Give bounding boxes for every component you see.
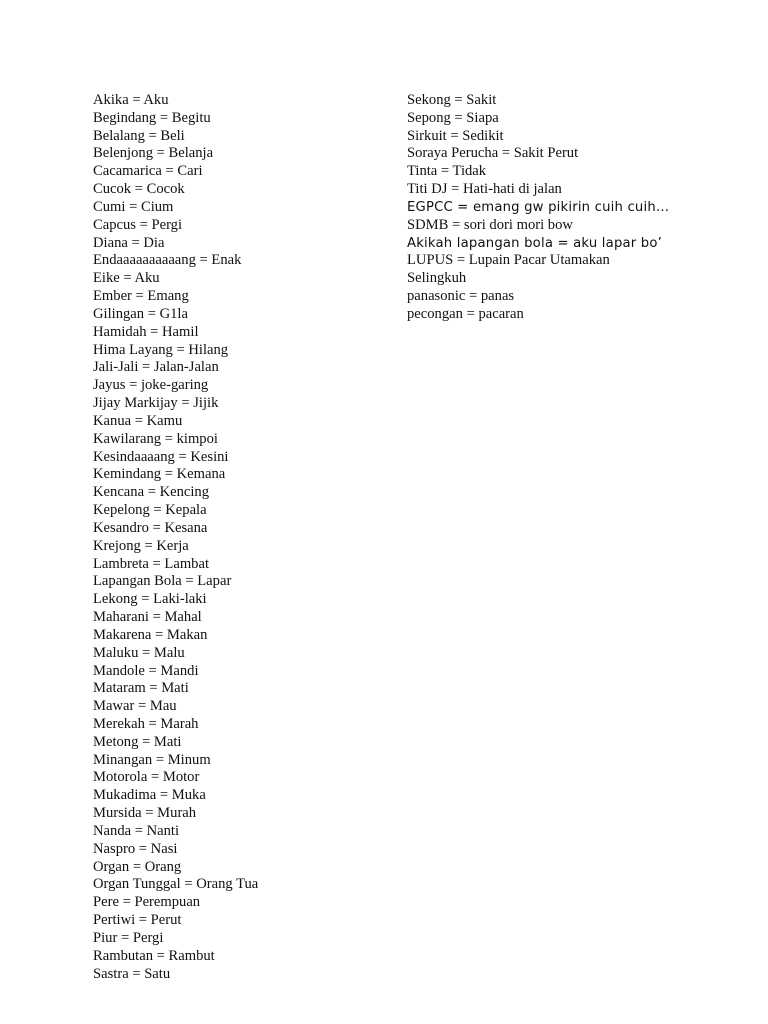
glossary-entry: Jali-Jali = Jalan-Jalan <box>93 359 219 376</box>
glossary-entry: Makarena = Makan <box>93 626 208 643</box>
glossary-entry: Sekong = Sakit <box>407 92 497 108</box>
glossary-entry: Krejong = Kerja <box>93 537 189 554</box>
glossary-entry: Mukadima = Muka <box>93 787 206 804</box>
glossary-entry: Minangan = Minum <box>93 751 211 768</box>
glossary-entry: Sepong = Siapa <box>407 109 499 126</box>
glossary-entry: Lekong = Laki-laki <box>93 591 207 608</box>
glossary-entry: Lambreta = Lambat <box>93 555 210 572</box>
glossary-entry: EGPCC = emang gw pikirin cuih cuih… <box>407 199 670 215</box>
glossary-entry: Pertiwi = Perut <box>93 912 182 929</box>
glossary-entry: Nanda = Nanti <box>93 822 180 839</box>
glossary-entry: Selingkuh <box>407 270 467 287</box>
glossary-entry: Diana = Dia <box>93 234 165 251</box>
glossary-entry: Belalang = Beli <box>93 127 185 144</box>
glossary-entry: Jayus = joke-garing <box>93 377 209 394</box>
glossary-entry: Tinta = Tidak <box>407 163 487 180</box>
glossary-entry: Motorola = Motor <box>93 769 200 786</box>
glossary-entry: SDMB = sori dori mori bow <box>407 216 573 233</box>
glossary-entry: Merekah = Marah <box>93 715 199 732</box>
glossary-entry: Kencana = Kencing <box>93 484 210 501</box>
glossary-entry: Eike = Aku <box>93 270 160 287</box>
glossary-entry: Lapangan Bola = Lapar <box>93 573 232 590</box>
glossary-entry: Sastra = Satu <box>93 965 171 982</box>
glossary-entry: Jijay Markijay = Jijik <box>93 395 219 412</box>
glossary-entry: Mawar = Mau <box>93 698 177 715</box>
glossary-entry: Soraya Perucha = Sakit Perut <box>407 145 579 162</box>
glossary-entry: Endaaaaaaaaaang = Enak <box>93 252 242 269</box>
glossary-entry: Organ Tunggal = Orang Tua <box>93 876 259 893</box>
glossary-entry: panasonic = panas <box>407 288 515 305</box>
glossary-entry: Kesandro = Kesana <box>93 519 208 536</box>
glossary-entry: Maluku = Malu <box>93 644 185 661</box>
glossary-entry: Rambutan = Rambut <box>93 947 215 964</box>
glossary-entry: Kesindaaaang = Kesini <box>93 448 229 465</box>
glossary-entry: Gilingan = G1la <box>93 305 188 322</box>
glossary-entry: Hima Layang = Hilang <box>93 341 229 358</box>
glossary-entry: Kepelong = Kepala <box>93 502 207 519</box>
glossary-entry: pecongan = pacaran <box>407 305 524 322</box>
glossary-entry: Belenjong = Belanja <box>93 145 214 162</box>
glossary-entry: Maharani = Mahal <box>93 609 202 626</box>
glossary-entry: Metong = Mati <box>93 733 182 750</box>
glossary-entry: Kemindang = Kemana <box>93 466 226 483</box>
glossary-entry: Pere = Perempuan <box>93 894 201 911</box>
glossary-entry: Piur = Pergi <box>93 929 164 946</box>
glossary-entry: Ember = Emang <box>93 288 189 305</box>
glossary-entry: Cumi = Cium <box>93 198 174 215</box>
glossary-entry: Kanua = Kamu <box>93 412 183 429</box>
glossary-entry: Hamidah = Hamil <box>93 323 199 340</box>
glossary-entry: Mandole = Mandi <box>93 662 199 679</box>
glossary-entry: Naspro = Nasi <box>93 840 178 857</box>
left-column <box>93 92 393 983</box>
glossary-entry: Organ = Orang <box>93 858 182 875</box>
right-column <box>407 92 757 324</box>
glossary-entry: Capcus = Pergi <box>93 216 183 233</box>
glossary-entry: Begindang = Begitu <box>93 109 211 126</box>
glossary-entry: Cucok = Cocok <box>93 181 185 198</box>
glossary-entry: Sirkuit = Sedikit <box>407 127 504 144</box>
glossary-entry: Mursida = Murah <box>93 805 197 822</box>
glossary-entry: Cacamarica = Cari <box>93 163 203 180</box>
glossary-entry: Akika = Aku <box>93 92 169 108</box>
glossary-entry: LUPUS = Lupain Pacar Utamakan <box>407 252 610 269</box>
glossary-entry: Titi DJ = Hati-hati di jalan <box>407 181 562 198</box>
glossary-entry: Kawilarang = kimpoi <box>93 430 218 447</box>
glossary-entry: Mataram = Mati <box>93 680 189 697</box>
glossary-entry: Akikah lapangan bola = aku lapar bo’ <box>407 235 663 251</box>
